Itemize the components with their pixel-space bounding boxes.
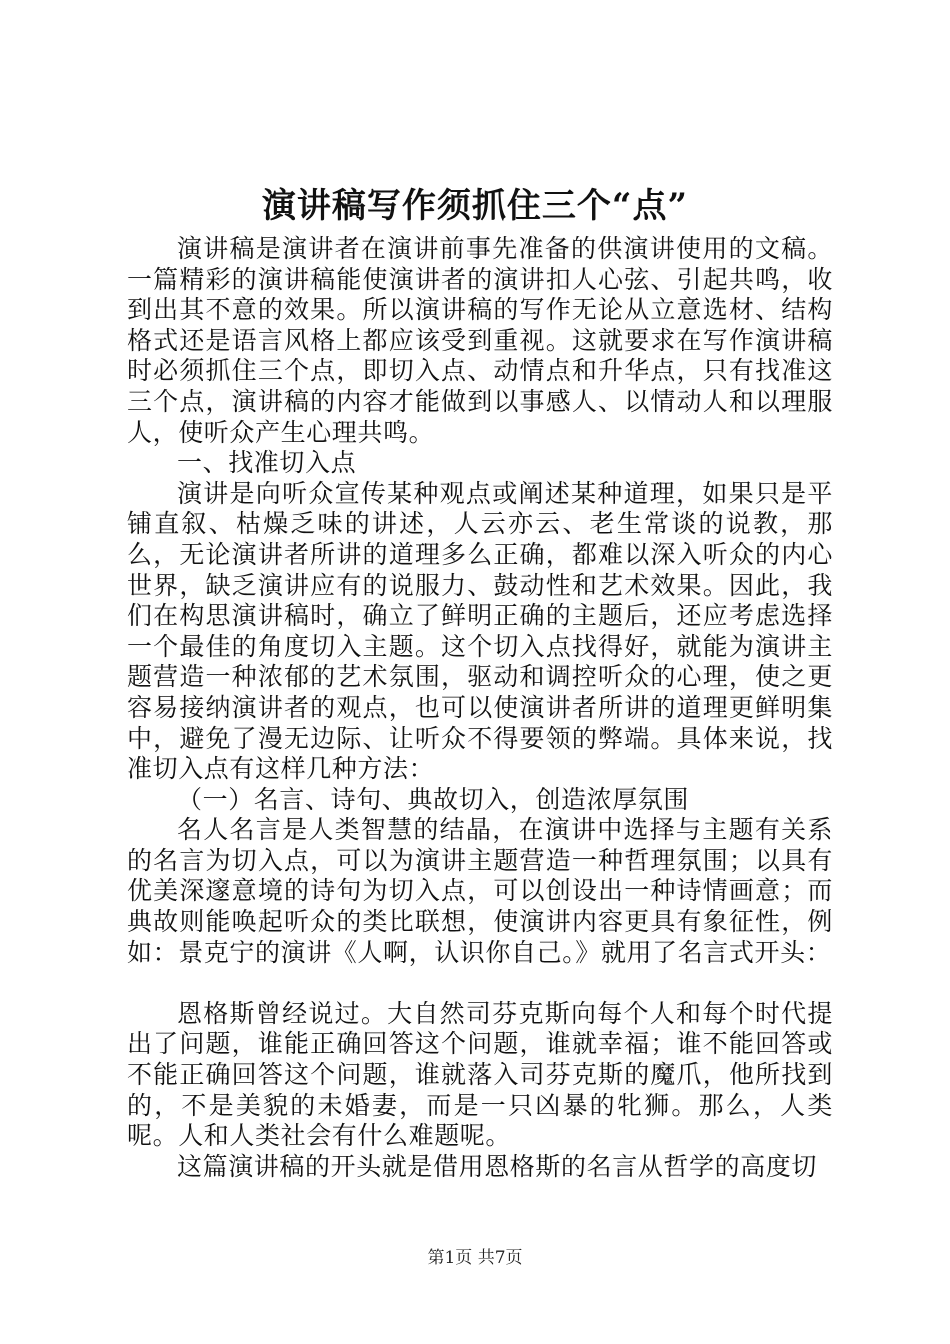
- paragraph-intro: 演讲稿是演讲者在演讲前事先准备的供演讲使用的文稿。一篇精彩的演讲稿能使演讲者的演讲扣人心弦、引起共鸣，收到出其不意的效果。所以演讲稿的写作无论从立意选材、结构格式还是语言风格上都应该受到重视。这就要求在写作演讲稿时必须抓住三个点，即切入点、动情点和升华点，只有找准这三个点，演讲稿的内容才能做到以事感人、以情动人和以理服人，使听众产生心理共鸣。: [127, 234, 833, 447]
- page-footer: 第1页 共7页: [427, 1248, 523, 1268]
- paragraph-continued: 这篇演讲稿的开头就是借用恩格斯的名言从哲学的高度切: [177, 1151, 818, 1181]
- paragraph-subsection-1: 名人名言是人类智慧的结晶，在演讲中选择与主题有关系的名言为切入点，可以为演讲主题营造一种哲理氛围；以具有优美深邃意境的诗句为切入点，可以创设出一种诗情画意；而典故则能唤起听众的类比联想，使演讲内容更具有象征性，例如：景克宁的演讲《人啊，认识你自己。》就用了名言式开头：: [127, 815, 833, 967]
- paragraph-section-1: 演讲是向听众宣传某种观点或阐述某种道理，如果只是平铺直叙、枯燥乏味的讲述，人云亦云、老生常谈的说教，那么，无论演讲者所讲的道理多么正确，都难以深入听众的内心世界，缺乏演讲应有的说服力、鼓动性和艺术效果。因此，我们在构思演讲稿时，确立了鲜明正确的主题后，还应考虑选择一个最佳的角度切入主题。这个切入点找得好，就能为演讲主题营造一种浓郁的艺术氛围，驱动和调控听众的心理，使之更容易接纳演讲者的观点，也可以使演讲者所讲的道理更鲜明集中，避免了漫无边际、让听众不得要领的弊端。具体来说，找准切入点有这样几种方法：: [127, 478, 833, 784]
- blank-line: [127, 968, 833, 999]
- document-title: 演讲稿写作须抓住三个“点”: [261, 186, 689, 226]
- document-body: [127, 234, 833, 1182]
- subsection-heading-1: （一）名言、诗句、典故切入，创造浓厚氛围: [177, 784, 690, 814]
- section-heading-1: 一、找准切入点: [177, 448, 357, 478]
- paragraph-quote: 恩格斯曾经说过。大自然司芬克斯向每个人和每个时代提出了问题，谁能正确回答这个问题，谁就幸福；谁不能回答或不能正确回答这个问题，谁就落入司芬克斯的魔爪，他所找到的，不是美貌的未婚妻，而是一只凶暴的牝狮。那么，人类呢。人和人类社会有什么难题呢。: [127, 998, 833, 1151]
